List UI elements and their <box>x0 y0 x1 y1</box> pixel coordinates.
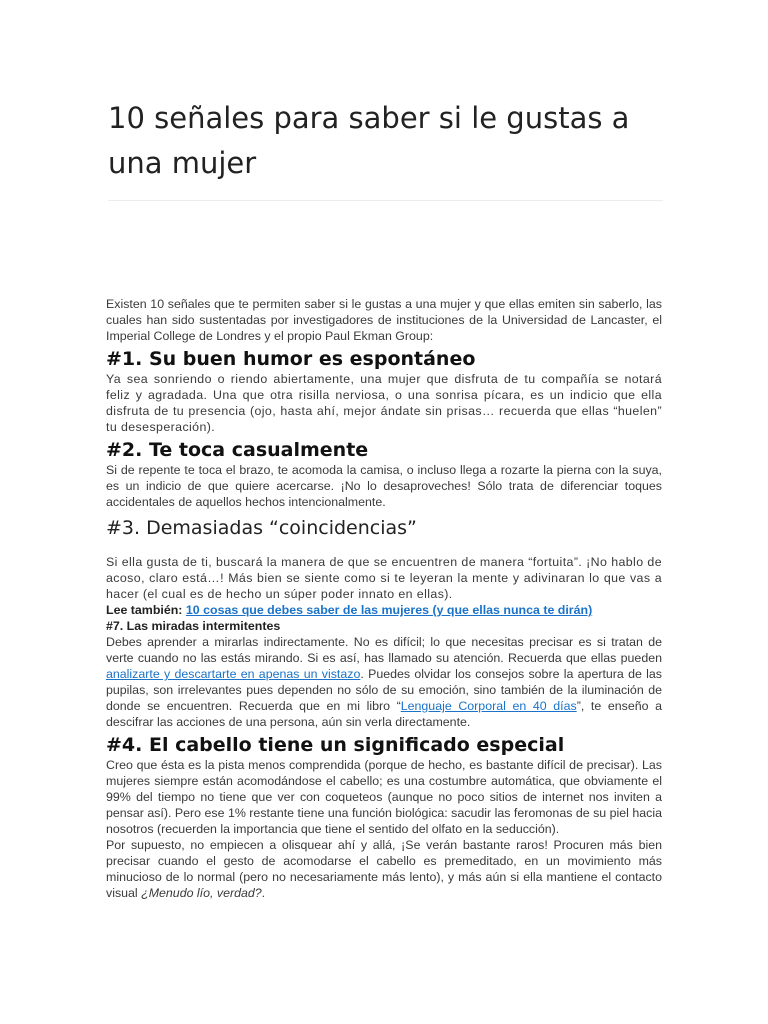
title-divider <box>108 200 663 201</box>
book-link[interactable]: Lenguaje Corporal en 40 días <box>400 699 577 713</box>
section-3-heading: #3. Demasiadas “coincidencias” <box>106 517 417 539</box>
subsection-7-paragraph: Debes aprender a mirarlas indirectamente. No es difícil; lo que necesitas precisar es si tratan de verte cuando no las estás mirando. Si es así, has llamado su atención. Recuerda que ellas pueden analizarte y descartarte en apenas un vistazo. Puedes olvidar los consejos sobre la apertura de las pupilas, son irrelevantes pues dependen no sólo de su emoción, sino también de la iluminación de donde se encuentren. Recuerda que en mi libro “Lenguaje Corporal en 40 días”, te enseño a descifrar las acciones de una persona, aún sin verla directamente. <box>106 635 662 729</box>
section-4-emphasis: ¿Menudo lío, verdad? <box>141 886 262 900</box>
page-title: 10 señales para saber si le gustas a una mujer <box>108 101 630 180</box>
article-body <box>106 296 662 901</box>
read-also-label: Lee también: <box>106 603 183 617</box>
subsection-7-heading: #7. Las miradas intermitentes <box>106 619 281 633</box>
read-also-link[interactable]: 10 cosas que debes saber de las mujeres (y que ellas nunca te dirán) <box>185 603 593 617</box>
intro-paragraph: Existen 10 señales que te permiten saber si le gustas a una mujer y que ellas emiten sin saberlo, las cuales han sido sustentadas por investigadores de instituciones de la Universidad de Lancaster, el Imperial College de Londres y el propio Paul Ekman Group: <box>106 297 662 343</box>
analyze-link[interactable]: analizarte y descartarte en apenas un vistazo <box>106 667 361 681</box>
section-4-paragraph-1: Creo que ésta es la pista menos comprendida (porque de hecho, es bastante difícil de precisar). Las mujeres siempre están acomodándose el cabello; es una costumbre automática, que obviamente el 99% del tiempo no tiene que ver con coqueteos (aunque no poco sitios de internet nos inviten a pensar así). Pero ese 1% restante tiene una función biológica: sacudir las feromonas de su piel hacia nosotros (recuerden la importancia que tiene el sentido del olfato en la seducción). <box>106 758 662 836</box>
section-4-heading: #4. El cabello tiene un significado especial <box>106 734 565 756</box>
section-1-paragraph: Ya sea sonriendo o riendo abiertamente, una mujer que disfruta de tu compañía se notará feliz y agradada. Una que otra risilla nerviosa, o una sonrisa pícara, es un indicio que ella disfruta de tu presencia (ojo, hasta ahí, mejor ándate sin prisas… recuerda que ellas “huelen” tu desesperación). <box>106 372 662 434</box>
section-4-paragraph-2: Por supuesto, no empiecen a olisquear ahí y allá, ¡Se verán bastante raros! Procuren más bien precisar cuando el gesto de acomodarse el cabello es premeditado, en un movimiento más minucioso de lo normal (pero no necesariamente más lento), y más aún si ella mantiene el contacto visual ¿Menudo lío, verdad?. <box>106 838 662 900</box>
section-3-paragraph: Si ella gusta de ti, buscará la manera de que se encuentren de manera “fortuita”. ¡No hablo de acoso, claro está…! Más bien se siente como si te leyeran la mente y adivinaran lo que vas a hacer (el cual es de hecho un súper poder innato en ellas). <box>106 555 662 601</box>
read-also-line <box>106 602 662 618</box>
section-1-heading: #1. Su buen humor es espontáneo <box>106 348 476 370</box>
section-2-heading: #2. Te toca casualmente <box>106 439 369 461</box>
section-2-paragraph: Si de repente te toca el brazo, te acomoda la camisa, o incluso llega a rozarte la pierna con la suya, es un indicio de que quiere acercarse. ¡No lo desaproveches! Sólo trata de diferenciar toques accidentales de aquellos hechos intencionalmente. <box>106 463 662 509</box>
